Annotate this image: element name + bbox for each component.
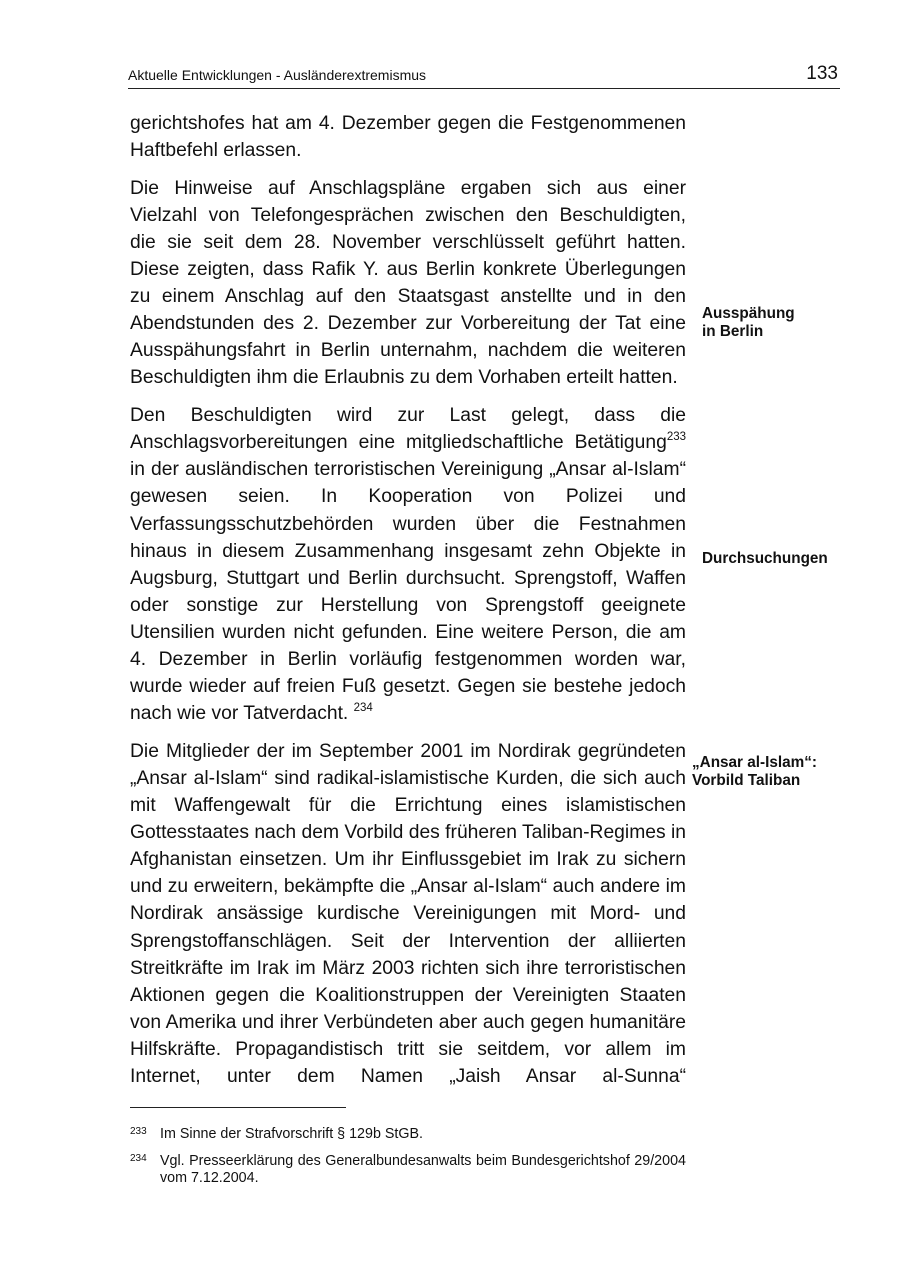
paragraph-3 [130, 402, 686, 727]
page-number: 133 [806, 63, 838, 84]
footnote-number: 234 [130, 1153, 147, 1164]
footnote-divider [130, 1107, 346, 1108]
footnote-text: Vgl. Presseerklärung des Generalbundesanwalts beim Bundesgerichtshof 29/2004 vom 7.12.2004. [160, 1153, 686, 1186]
paragraph-3-part-1: Den Beschuldigten wird zur Last gelegt, dass die Anschlagsvorbereitungen eine mitgliedschaftliche Betätigung [130, 405, 686, 454]
paragraph-4: Die Mitglieder der im September 2001 im Nordirak gegründeten „Ansar al-Islam“ sind radikal-islamistische Kurden, die sich auch mit Waffengewalt für die Errichtung eines islamistischen Gottesstaates nach dem Vorbild des früheren Taliban-Regimes in Afghanistan einsetzen. Um ihr Einflussgebiet im Irak zu sichern und zu erweitern, bekämpfte die „Ansar al-Islam“ auch andere im Nordirak ansässige kurdische Vereinigungen mit Mord- und Sprengstoffanschlägen. Seit der Intervention der alliierten Streitkräfte im Irak im März 2003 richten sich ihre terroristischen Aktionen gegen die Koalitionstruppen der Vereinigten Staaten von Amerika und ihrer Verbündeten aber auch gegen humanitäre Hilfskräfte. Propagandistisch tritt sie seitdem, vor allem im Internet, unter dem Namen „Jaish Ansar al-Sunna“ [130, 740, 686, 1087]
margin-note-ansar-al-islam: „Ansar al-Islam“: Vorbild Taliban [692, 754, 817, 789]
paragraph-2: Die Hinweise auf Anschlagspläne ergaben sich aus einer Vielzahl von Telefongesprächen zwischen den Beschuldigten, die sie seit dem 28. November verschlüsselt geführt hatten. Diese zeigten, dass Rafik Y. aus Berlin konkrete Überlegungen zu einem Anschlag auf den Staatsgast anstellte und in den Abendstunden des 2. Dezember zur Vorbereitung der Tat eine Ausspähungsfahrt in Berlin unternahm, nachdem die weiteren Beschuldigten ihm die Erlaubnis zu dem Vorhaben erteilt hatten. [130, 177, 686, 389]
page-header [128, 62, 840, 89]
paragraph-3-part-2: in der ausländischen terroristischen Vereinigung „Ansar al-Islam“ gewesen seien. In Kooperation von Polizei und Verfassungsschutzbehörden wurden über die Festnahmen hinaus in diesem Zusammenhang insgesamt zehn Objekte in Augsburg, Stuttgart und Berlin durchsucht. Sprengstoff, Waffen oder sonstige zur Herstellung von Sprengstoff geeignete Utensilien wurden nicht gefunden. Eine weitere Person, die am 4. Dezember in Berlin vorläufig festgenommen worden war, wurde wieder auf freien Fuß gesetzt. Gegen sie bestehe jedoch nach wie vor Tatverdacht. [130, 459, 686, 725]
footnote-text: Im Sinne der Strafvorschrift § 129b StGB. [160, 1126, 424, 1142]
paragraph-1: gerichtshofes hat am 4. Dezember gegen die Festgenommenen Haftbefehl erlassen. [130, 113, 686, 162]
running-title: Aktuelle Entwicklungen - Ausländerextremismus [128, 67, 427, 83]
margin-note-ausspaehung: Ausspähung in Berlin [702, 305, 795, 340]
footnote-234 [130, 1153, 686, 1187]
footnote-reference-233[interactable]: 233 [666, 431, 686, 444]
footnote-233 [130, 1126, 686, 1143]
footnote-reference-234[interactable]: 234 [353, 702, 373, 715]
body-text [130, 110, 686, 1101]
footnote-number: 233 [130, 1126, 147, 1137]
margin-note-durchsuchungen: Durchsuchungen [702, 550, 828, 567]
